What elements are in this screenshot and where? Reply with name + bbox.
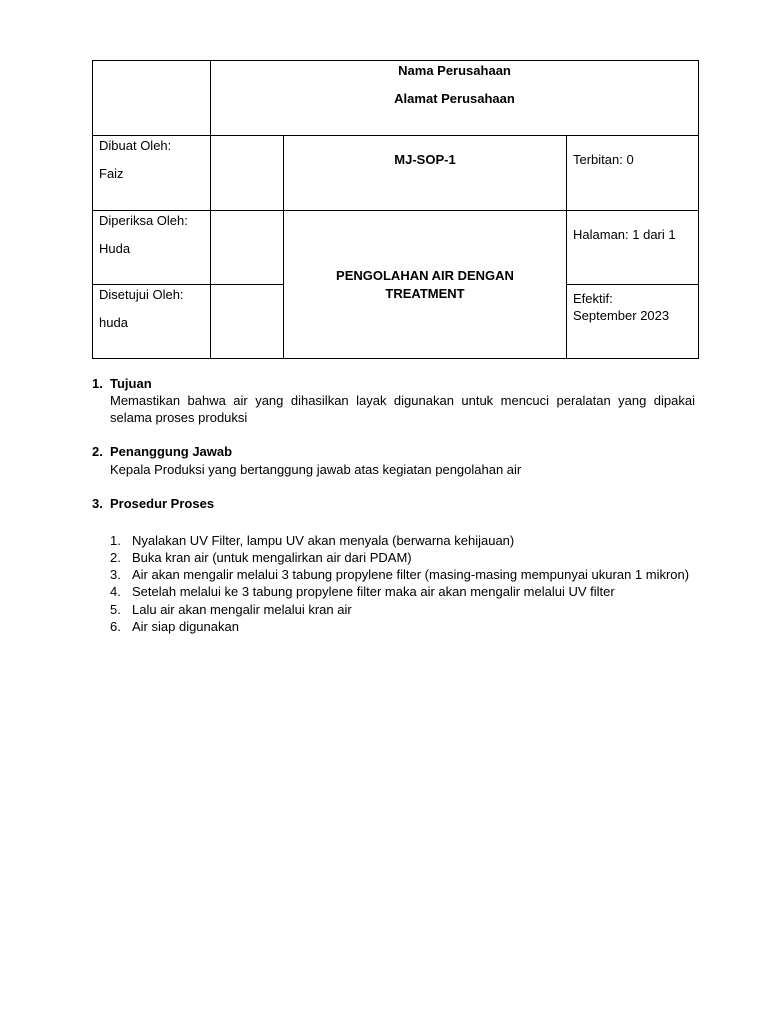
made-by-sign-cell (211, 136, 284, 211)
step-number: 5. (110, 601, 121, 617)
made-by-cell (93, 136, 211, 211)
page-cell (567, 211, 699, 285)
section-responsible (92, 443, 695, 477)
section-title: Prosedur Proses (110, 495, 215, 511)
effective-label: Efektif: (573, 291, 613, 306)
step-number: 2. (110, 550, 121, 566)
section-number: 1. (92, 376, 103, 391)
section-text: Kepala Produksi yang bertanggung jawab atas kegiatan pengolahan air (110, 461, 522, 477)
checked-by-sign-cell (211, 211, 284, 285)
section-title: Penanggung Jawab (110, 444, 233, 460)
step-number: 3. (110, 567, 121, 583)
company-address: Alamat Perusahaan (394, 91, 515, 107)
sop-header-table (92, 60, 699, 359)
issue-number: Terbitan: 0 (573, 152, 634, 167)
effective-value: September 2023 (573, 308, 670, 324)
section-title: Tujuan (110, 376, 152, 391)
procedure-steps (92, 532, 695, 635)
sop-sections (92, 375, 695, 635)
list-item (92, 532, 695, 549)
checked-by-label: Diperiksa Oleh: (99, 213, 188, 228)
company-name: Nama Perusahaan (398, 63, 511, 78)
doc-code: MJ-SOP-1 (394, 152, 456, 167)
list-item (92, 583, 695, 600)
doc-title-line1: PENGOLAHAN AIR DENGAN (336, 268, 514, 284)
list-item (92, 601, 695, 618)
approved-by-sign-cell (211, 285, 284, 359)
company-cell (211, 61, 699, 136)
list-item (92, 618, 695, 635)
section-number: 2. (92, 444, 103, 460)
step-text: Air siap digunakan (132, 618, 239, 634)
effective-cell (567, 285, 699, 359)
step-text: Air akan mengalir melalui 3 tabung propylene filter (masing-masing mempunyai ukuran 1 mikron) (132, 567, 690, 583)
step-text: Buka kran air (untuk mengalirkan air dari PDAM) (132, 550, 412, 566)
approved-by-value: huda (99, 315, 128, 331)
step-text: Lalu air akan mengalir melalui kran air (132, 601, 352, 617)
step-number: 4. (110, 584, 121, 600)
section-text: Memastikan bahwa air yang dihasilkan layak digunakan untuk mencuci peralatan yang dipakai selama proses produksi (110, 393, 695, 426)
made-by-value: Faiz (99, 166, 124, 182)
doc-title-cell (284, 211, 567, 359)
logo-cell (93, 61, 211, 136)
approved-by-cell (93, 285, 211, 359)
issue-cell (567, 136, 699, 211)
doc-code-cell (284, 136, 567, 211)
page-number: Halaman: 1 dari 1 (573, 227, 676, 242)
section-procedure (92, 495, 695, 512)
section-number: 3. (92, 495, 103, 511)
approved-by-label: Disetujui Oleh: (99, 287, 184, 302)
step-number: 1. (110, 532, 121, 548)
step-text: Setelah melalui ke 3 tabung propylene filter maka air akan mengalir melalui UV filter (132, 584, 615, 600)
section-purpose (92, 375, 695, 426)
doc-title-line2: TREATMENT (385, 285, 465, 301)
step-number: 6. (110, 618, 121, 634)
step-text: Nyalakan UV Filter, lampu UV akan menyala (berwarna kehijauan) (132, 532, 515, 548)
checked-by-value: Huda (99, 241, 131, 257)
checked-by-cell (93, 211, 211, 285)
list-item (92, 549, 695, 566)
list-item (92, 566, 695, 583)
made-by-label: Dibuat Oleh: (99, 138, 172, 153)
